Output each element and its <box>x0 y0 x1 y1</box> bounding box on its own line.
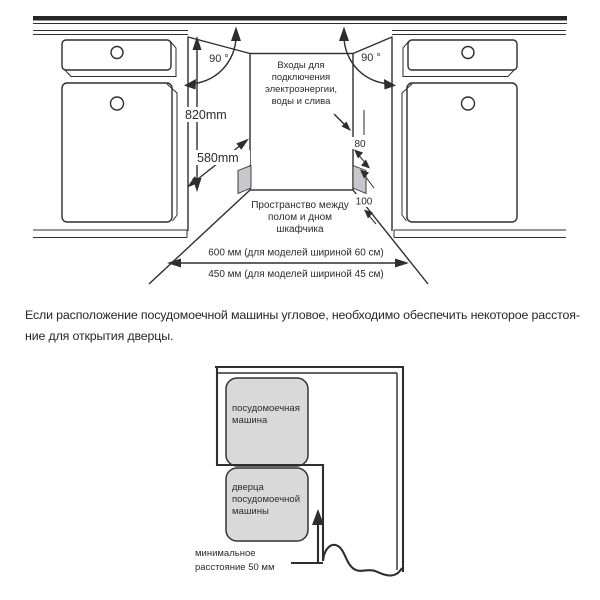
connections-note-line3: электроэнергии, <box>264 84 338 95</box>
wall-break-wave <box>323 545 402 576</box>
floor-gap-line2: полом и дном <box>267 212 333 223</box>
plinth-height-label: 100 <box>355 196 373 208</box>
right-cabinet <box>402 40 517 222</box>
swing-side-arrow-right <box>384 79 396 90</box>
angle-label-left: 90 ° <box>209 53 229 65</box>
dishwasher-door <box>226 468 308 541</box>
left-door-knob <box>111 97 124 110</box>
dishwasher-label-line2: машина <box>232 415 268 426</box>
min-distance-line2: расстояние 50 мм <box>195 562 275 573</box>
floor-gap-note <box>251 200 349 235</box>
left-drawer-knob <box>111 47 123 59</box>
left-cabinet <box>62 40 177 222</box>
door-swing-left <box>184 27 241 90</box>
left-plinth-shade <box>238 166 251 194</box>
plinth-gap-label: 80 <box>354 139 366 150</box>
width-600-label: 600 мм (для моделей шириной 60 см) <box>208 247 384 259</box>
countertop <box>33 16 567 35</box>
right-door-knob <box>462 97 475 110</box>
dim-niche-width <box>167 248 409 281</box>
swing-side-arrow-left <box>184 79 196 90</box>
niche-depth-label: 580mm <box>197 151 239 165</box>
door-label-line1: дверца <box>232 482 264 493</box>
body-paragraph <box>0 295 600 347</box>
niche-installation-diagram <box>0 0 600 295</box>
swing-up-arrow-left <box>231 27 241 42</box>
door-label-line3: машины <box>232 506 269 517</box>
door-label-line2: посудомоечной <box>232 494 301 505</box>
swing-up-arrow-right <box>339 27 349 42</box>
connections-note-line1: Входы для <box>277 60 325 71</box>
dishwasher-label-line1: посудомоечная <box>232 403 300 414</box>
body-paragraph-line1: Если расположение посудомоечной машины угловое, необходимо обеспечить некоторое расстоя- <box>25 308 580 322</box>
right-drawer-knob <box>462 47 474 59</box>
dishwasher-body <box>226 378 308 466</box>
body-paragraph-line2: ние для открытия дверцы. <box>25 329 174 343</box>
corner-installation-diagram <box>165 359 465 599</box>
width-450-label: 450 мм (для моделей шириной 45 см) <box>208 269 384 280</box>
angle-label-right: 90 ° <box>361 52 381 64</box>
countertop-band <box>33 16 567 21</box>
connections-note-line4: воды и слива <box>271 96 331 107</box>
niche-height-label: 820mm <box>185 108 227 122</box>
connections-note-line2: подключения <box>271 72 331 83</box>
right-plinth-shade <box>353 166 366 194</box>
floor-gap-line1: Пространство между <box>251 200 349 211</box>
floor-gap-line3: шкафчика <box>276 224 324 235</box>
min-distance-line1: минимальное <box>195 548 256 559</box>
